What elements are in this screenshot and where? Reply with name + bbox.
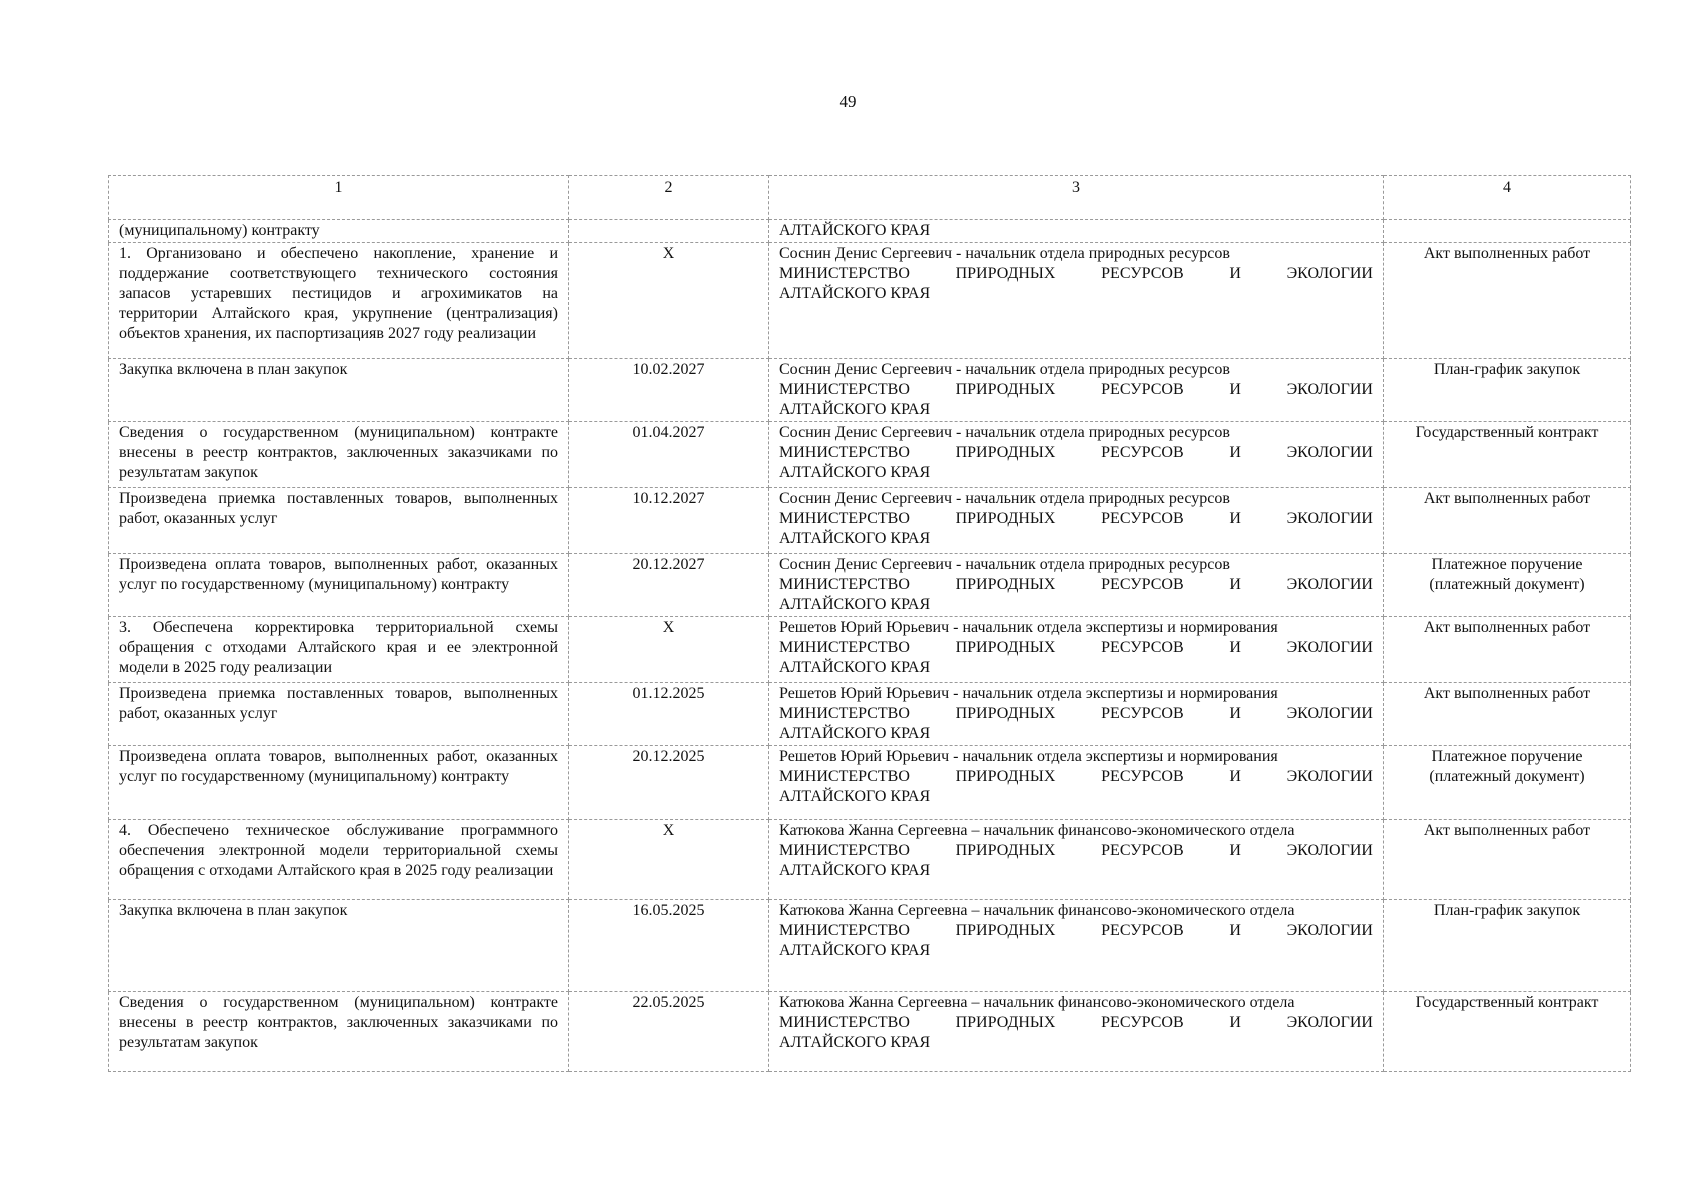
- measure-cell: Сведения о государственном (муниципальном) контракте внесены в реестр контрактов, заключенных заказчиками по результатам закупок: [109, 422, 569, 488]
- ministry-region: АЛТАЙСКОГО КРАЯ: [779, 942, 931, 959]
- measure-cell: Произведена оплата товаров, выполненных работ, оказанных услуг по государственному (муниципальному) контракту: [109, 746, 569, 820]
- table-row: [109, 422, 1631, 488]
- table-row: [109, 992, 1631, 1072]
- ministry-word: И: [1229, 922, 1241, 939]
- table-row: [109, 243, 1631, 359]
- column-number-3: 3: [769, 176, 1384, 220]
- document-type-cell: План-график закупок: [1384, 359, 1631, 422]
- ministry-region: АЛТАЙСКОГО КРАЯ: [779, 596, 931, 613]
- responsible-cell: [769, 220, 1384, 243]
- ministry-word: ЭКОЛОГИИ: [1286, 705, 1373, 722]
- deadline-cell: 20.12.2025: [569, 746, 769, 820]
- ministry-word: ЭКОЛОГИИ: [1286, 576, 1373, 593]
- measure-cell: Закупка включена в план закупок: [109, 359, 569, 422]
- ministry-name-line: [779, 380, 1373, 400]
- ministry-word: ПРИРОДНЫХ: [955, 705, 1056, 722]
- measure-cell: Сведения о государственном (муниципальном) контракте внесены в реестр контрактов, заключенных заказчиками по результатам закупок: [109, 992, 569, 1072]
- page-number: 49: [839, 92, 857, 111]
- responsible-cell: [769, 746, 1384, 820]
- responsible-person: Катюкова Жанна Сергеевна – начальник финансово-экономического отдела: [779, 994, 1295, 1011]
- document-type-cell: Акт выполненных работ: [1384, 683, 1631, 746]
- measure-cell: (муниципальному) контракту: [109, 220, 569, 243]
- document-type-cell: Акт выполненных работ: [1384, 820, 1631, 900]
- responsible-cell: [769, 617, 1384, 683]
- ministry-name-line: [779, 921, 1373, 941]
- responsible-person: Соснин Денис Сергеевич - начальник отдела природных ресурсов: [779, 424, 1230, 441]
- deadline-cell: X: [569, 243, 769, 359]
- deadline-cell: X: [569, 617, 769, 683]
- responsible-person: Решетов Юрий Юрьевич - начальник отдела экспертизы и нормирования: [779, 748, 1278, 765]
- table-row: [109, 617, 1631, 683]
- ministry-word: И: [1229, 639, 1241, 656]
- responsible-cell: [769, 900, 1384, 992]
- table-row: [109, 488, 1631, 554]
- ministry-word: ПРИРОДНЫХ: [955, 265, 1056, 282]
- measure-cell: Произведена оплата товаров, выполненных работ, оказанных услуг по государственному (муниципальному) контракту: [109, 554, 569, 617]
- responsible-person: Соснин Денис Сергеевич - начальник отдела природных ресурсов: [779, 490, 1230, 507]
- document-type-cell: Акт выполненных работ: [1384, 617, 1631, 683]
- responsible-person: Катюкова Жанна Сергеевна – начальник финансово-экономического отдела: [779, 902, 1295, 919]
- ministry-word: ЭКОЛОГИИ: [1286, 922, 1373, 939]
- ministry-region: АЛТАЙСКОГО КРАЯ: [779, 401, 931, 418]
- table-row: [109, 746, 1631, 820]
- table-row: [109, 359, 1631, 422]
- ministry-word: ПРИРОДНЫХ: [955, 444, 1056, 461]
- ministry-name-line: [779, 767, 1373, 787]
- ministry-word: ЭКОЛОГИИ: [1286, 768, 1373, 785]
- ministry-word: ЭКОЛОГИИ: [1286, 510, 1373, 527]
- ministry-region: АЛТАЙСКОГО КРАЯ: [779, 222, 931, 239]
- ministry-region: АЛТАЙСКОГО КРАЯ: [779, 788, 931, 805]
- responsible-person: Решетов Юрий Юрьевич - начальник отдела экспертизы и нормирования: [779, 685, 1278, 702]
- responsible-person: Решетов Юрий Юрьевич - начальник отдела экспертизы и нормирования: [779, 619, 1278, 636]
- document-type-cell: Государственный контракт: [1384, 992, 1631, 1072]
- column-number-row: [109, 176, 1631, 220]
- deadline-cell: 10.02.2027: [569, 359, 769, 422]
- ministry-name-line: [779, 443, 1373, 463]
- ministry-word: РЕСУРСОВ: [1101, 842, 1184, 859]
- ministry-word: ЭКОЛОГИИ: [1286, 444, 1373, 461]
- ministry-word: ПРИРОДНЫХ: [955, 922, 1056, 939]
- measure-cell: Произведена приемка поставленных товаров, выполненных работ, оказанных услуг: [109, 683, 569, 746]
- ministry-name-line: [779, 1013, 1373, 1033]
- document-type-cell: Государственный контракт: [1384, 422, 1631, 488]
- ministry-word: И: [1229, 576, 1241, 593]
- ministry-word: МИНИСТЕРСТВО: [779, 705, 910, 722]
- ministry-word: РЕСУРСОВ: [1101, 265, 1184, 282]
- deadline-cell: 10.12.2027: [569, 488, 769, 554]
- ministry-word: МИНИСТЕРСТВО: [779, 510, 910, 527]
- ministry-word: И: [1229, 768, 1241, 785]
- ministry-word: МИНИСТЕРСТВО: [779, 768, 910, 785]
- ministry-word: И: [1229, 381, 1241, 398]
- ministry-word: МИНИСТЕРСТВО: [779, 1014, 910, 1031]
- ministry-word: МИНИСТЕРСТВО: [779, 444, 910, 461]
- responsible-cell: [769, 820, 1384, 900]
- document-type-cell: Акт выполненных работ: [1384, 488, 1631, 554]
- measures-table: [108, 175, 1631, 1072]
- table-row: [109, 554, 1631, 617]
- column-number-4: 4: [1384, 176, 1631, 220]
- ministry-word: МИНИСТЕРСТВО: [779, 381, 910, 398]
- responsible-cell: [769, 488, 1384, 554]
- ministry-word: И: [1229, 265, 1241, 282]
- ministry-word: ЭКОЛОГИИ: [1286, 639, 1373, 656]
- document-type-cell: Платежное поручение (платежный документ): [1384, 746, 1631, 820]
- ministry-region: АЛТАЙСКОГО КРАЯ: [779, 659, 931, 676]
- table-row: [109, 683, 1631, 746]
- ministry-name-line: [779, 264, 1373, 284]
- deadline-cell: 16.05.2025: [569, 900, 769, 992]
- ministry-word: МИНИСТЕРСТВО: [779, 265, 910, 282]
- document-type-cell: Акт выполненных работ: [1384, 243, 1631, 359]
- ministry-word: ПРИРОДНЫХ: [955, 576, 1056, 593]
- deadline-cell: [569, 220, 769, 243]
- ministry-word: МИНИСТЕРСТВО: [779, 639, 910, 656]
- ministry-word: МИНИСТЕРСТВО: [779, 842, 910, 859]
- ministry-region: АЛТАЙСКОГО КРАЯ: [779, 862, 931, 879]
- responsible-person: Соснин Денис Сергеевич - начальник отдела природных ресурсов: [779, 245, 1230, 262]
- deadline-cell: 01.04.2027: [569, 422, 769, 488]
- ministry-word: ПРИРОДНЫХ: [955, 510, 1056, 527]
- ministry-name-line: [779, 575, 1373, 595]
- deadline-cell: 20.12.2027: [569, 554, 769, 617]
- ministry-word: РЕСУРСОВ: [1101, 1014, 1184, 1031]
- ministry-word: И: [1229, 1014, 1241, 1031]
- deadline-cell: 22.05.2025: [569, 992, 769, 1072]
- ministry-region: АЛТАЙСКОГО КРАЯ: [779, 285, 931, 302]
- ministry-region: АЛТАЙСКОГО КРАЯ: [779, 464, 931, 481]
- ministry-word: ЭКОЛОГИИ: [1286, 381, 1373, 398]
- ministry-name-line: [779, 509, 1373, 529]
- ministry-word: ПРИРОДНЫХ: [955, 381, 1056, 398]
- measure-cell: 4. Обеспечено техническое обслуживание программного обеспечения электронной модели территориальной схемы обращения с отходами Алтайского края в 2025 году реализации: [109, 820, 569, 900]
- ministry-word: ЭКОЛОГИИ: [1286, 1014, 1373, 1031]
- measure-cell: Закупка включена в план закупок: [109, 900, 569, 992]
- responsible-cell: [769, 243, 1384, 359]
- ministry-word: РЕСУРСОВ: [1101, 922, 1184, 939]
- responsible-cell: [769, 992, 1384, 1072]
- document-type-cell: Платежное поручение (платежный документ): [1384, 554, 1631, 617]
- table-row: [109, 220, 1631, 243]
- ministry-word: РЕСУРСОВ: [1101, 444, 1184, 461]
- responsible-cell: [769, 554, 1384, 617]
- ministry-region: АЛТАЙСКОГО КРАЯ: [779, 725, 931, 742]
- ministry-word: ПРИРОДНЫХ: [955, 1014, 1056, 1031]
- ministry-word: РЕСУРСОВ: [1101, 768, 1184, 785]
- ministry-word: И: [1229, 842, 1241, 859]
- responsible-person: Катюкова Жанна Сергеевна – начальник финансово-экономического отдела: [779, 822, 1295, 839]
- responsible-person: Соснин Денис Сергеевич - начальник отдела природных ресурсов: [779, 361, 1230, 378]
- measure-cell: 3. Обеспечена корректировка территориальной схемы обращения с отходами Алтайского края и ее электронной модели в 2025 году реализации: [109, 617, 569, 683]
- table-body: [109, 176, 1631, 1072]
- column-number-1: 1: [109, 176, 569, 220]
- ministry-region: АЛТАЙСКОГО КРАЯ: [779, 1034, 931, 1051]
- ministry-word: РЕСУРСОВ: [1101, 639, 1184, 656]
- responsible-cell: [769, 422, 1384, 488]
- ministry-name-line: [779, 704, 1373, 724]
- ministry-word: И: [1229, 705, 1241, 722]
- document-type-cell: План-график закупок: [1384, 900, 1631, 992]
- ministry-word: ПРИРОДНЫХ: [955, 639, 1056, 656]
- deadline-cell: 01.12.2025: [569, 683, 769, 746]
- ministry-word: ЭКОЛОГИИ: [1286, 842, 1373, 859]
- measure-cell: Произведена приемка поставленных товаров, выполненных работ, оказанных услуг: [109, 488, 569, 554]
- ministry-word: РЕСУРСОВ: [1101, 381, 1184, 398]
- ministry-region: АЛТАЙСКОГО КРАЯ: [779, 530, 931, 547]
- column-number-2: 2: [569, 176, 769, 220]
- ministry-word: И: [1229, 444, 1241, 461]
- table-row: [109, 820, 1631, 900]
- document-type-cell: [1384, 220, 1631, 243]
- deadline-cell: X: [569, 820, 769, 900]
- responsible-person: Соснин Денис Сергеевич - начальник отдела природных ресурсов: [779, 556, 1230, 573]
- ministry-word: РЕСУРСОВ: [1101, 576, 1184, 593]
- ministry-word: МИНИСТЕРСТВО: [779, 922, 910, 939]
- responsible-cell: [769, 683, 1384, 746]
- ministry-word: И: [1229, 510, 1241, 527]
- ministry-word: МИНИСТЕРСТВО: [779, 576, 910, 593]
- ministry-word: РЕСУРСОВ: [1101, 510, 1184, 527]
- ministry-name-line: [779, 638, 1373, 658]
- ministry-word: ЭКОЛОГИИ: [1286, 265, 1373, 282]
- ministry-word: ПРИРОДНЫХ: [955, 768, 1056, 785]
- measure-cell: 1. Организовано и обеспечено накопление, хранение и поддержание соответствующего технического состояния запасов устаревших пестицидов и агрохимикатов на территории Алтайского края, укрупнение (централизация) объектов хранения, их паспортизацияв 2027 году реализации: [109, 243, 569, 359]
- ministry-word: ПРИРОДНЫХ: [955, 842, 1056, 859]
- ministry-word: РЕСУРСОВ: [1101, 705, 1184, 722]
- table-row: [109, 900, 1631, 992]
- ministry-name-line: [779, 841, 1373, 861]
- responsible-cell: [769, 359, 1384, 422]
